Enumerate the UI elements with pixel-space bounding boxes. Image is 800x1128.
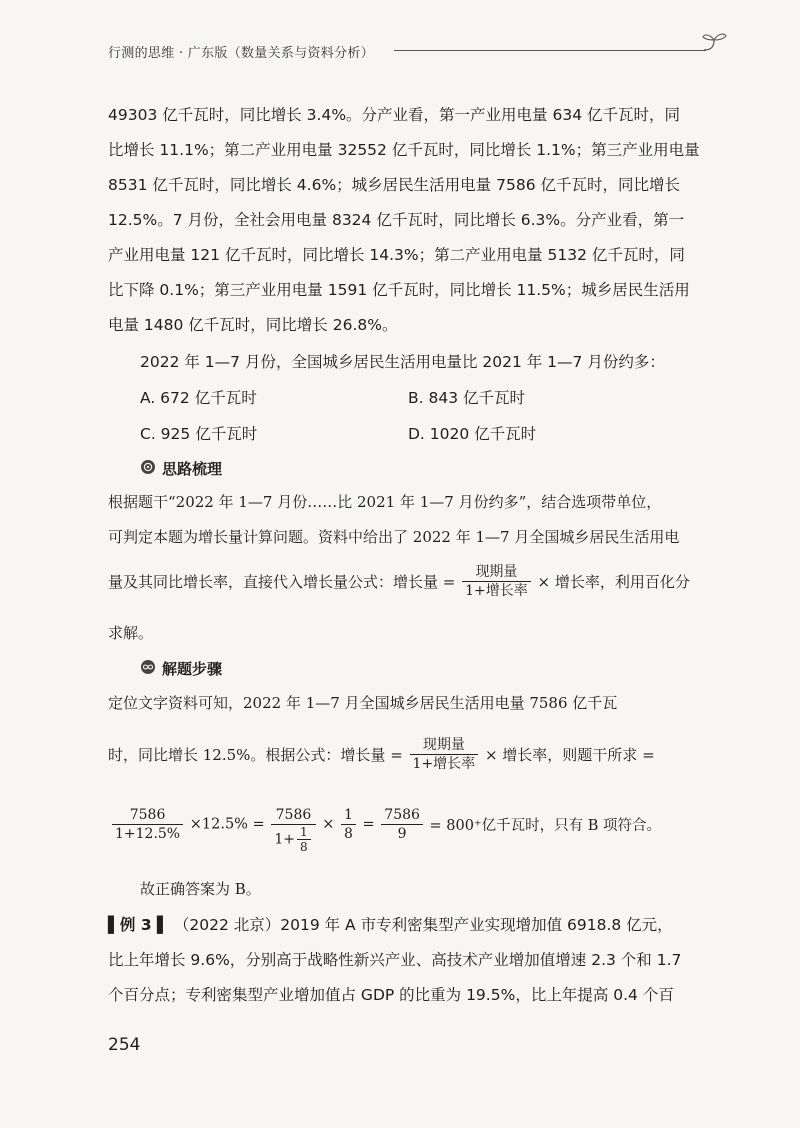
calc-fraction-1 <box>112 806 183 843</box>
calc-f2-den <box>271 825 315 854</box>
analysis-line-3-post: × 增长率，利用百化分 <box>537 573 690 591</box>
analysis-line-3 <box>108 563 708 600</box>
material-line-4: 12.5%。7 月份，全社会用电量 8324 亿千瓦时，同比增长 6.3%。分产业看，第一 <box>108 211 685 229</box>
example-line-1 <box>108 913 708 935</box>
running-header <box>108 38 718 64</box>
header-rule <box>394 50 706 51</box>
option-b: B. 843 亿千瓦时 <box>408 389 525 407</box>
conclusion: 故正确答案为 B。 <box>140 880 261 898</box>
growth-formula-fraction <box>462 563 531 600</box>
calc-f4-den: 9 <box>397 826 407 842</box>
calc-text-1: ×12.5% = <box>189 816 265 833</box>
calc-f2-den-den: 8 <box>299 840 308 854</box>
calc-f1-den: 1+12.5% <box>115 826 181 842</box>
example-line-3: 个百分点；专利密集型产业增加值占 GDP 的比重为 19.5%，比上年提高 0.4 个百 <box>108 986 674 1004</box>
fraction-denominator: 1+增长率 <box>412 756 476 772</box>
option-c: C. 925 亿千瓦时 <box>140 425 258 443</box>
running-header-title: 行测的思维 · 广东版（数量关系与资料分析） <box>108 46 374 61</box>
example-line-1-text: （2022 北京）2019 年 A 市专利密集型产业实现增加值 6918.8 亿元， <box>173 916 673 934</box>
calc-f2-num: 7586 <box>271 806 315 825</box>
calculation-line <box>110 806 710 854</box>
calc-f2-den-num: 1 <box>297 825 311 840</box>
calc-f2-den-fraction <box>297 825 311 854</box>
question-stem: 2022 年 1—7 月份，全国城乡居民生活用电量比 2021 年 1—7 月份约多： <box>140 353 665 371</box>
material-line-1: 49303 亿千瓦时，同比增长 3.4%。分产业看，第一产业用电量 634 亿千瓦时，同 <box>108 106 680 124</box>
calc-fraction-4 <box>381 806 423 843</box>
fraction-denominator: 1+增长率 <box>465 583 528 599</box>
calc-eq: = <box>362 816 375 833</box>
calc-times: × <box>322 816 335 833</box>
infinity-badge-icon <box>140 659 156 675</box>
solution-heading-text: 解题步骤 <box>162 660 223 678</box>
calc-f4-num: 7586 <box>381 806 423 825</box>
analysis-line-3-pre: 量及其同比增长率，直接代入增长量公式：增长量 = <box>108 573 456 591</box>
solution-line-2-post: × 增长率，则题干所求 = <box>484 746 655 764</box>
option-a: A. 672 亿千瓦时 <box>140 389 257 407</box>
option-d: D. 1020 亿千瓦时 <box>408 425 537 443</box>
material-line-5: 产业用电量 121 亿千瓦时，同比增长 14.3%；第二产业用电量 5132 亿千瓦时，同 <box>108 246 685 264</box>
analysis-heading-text: 思路梳理 <box>162 460 223 478</box>
solution-line-2-pre: 时，同比增长 12.5%。根据公式：增长量 = <box>108 746 403 764</box>
solution-line-1: 定位文字资料可知，2022 年 1—7 月全国城乡居民生活用电量 7586 亿千瓦 <box>108 694 618 712</box>
page-number: 254 <box>108 1035 141 1055</box>
material-line-7: 电量 1480 亿千瓦时，同比增长 26.8%。 <box>108 316 398 334</box>
analysis-line-4: 求解。 <box>108 624 154 642</box>
fraction-numerator: 现期量 <box>410 736 479 755</box>
fraction-numerator: 现期量 <box>462 563 531 582</box>
growth-formula-fraction-2 <box>410 736 479 773</box>
example-line-2: 比上年增长 9.6%，分别高于战略性新兴产业、高技术产业增加值增速 2.3 个和 1.7 <box>108 951 682 969</box>
analysis-line-2: 可判定本题为增长量计算问题。资料中给出了 2022 年 1—7 月全国城乡居民生活用电 <box>108 528 680 546</box>
material-line-2: 比增长 11.1%；第二产业用电量 32552 亿千瓦时，同比增长 1.1%；第三产业用电量 <box>108 141 700 159</box>
calc-fraction-2 <box>271 806 315 854</box>
material-line-6: 比下降 0.1%；第三产业用电量 1591 亿千瓦时，同比增长 11.5%；城乡居民生活用 <box>108 281 690 299</box>
sprout-icon <box>700 30 730 54</box>
solution-line-2 <box>108 736 708 773</box>
analysis-line-1: 根据题干“2022 年 1—7 月份……比 2021 年 1—7 月份约多”，结合选项带单位， <box>108 493 662 511</box>
calc-tail: = 800⁺亿千瓦时，只有 B 项符合。 <box>429 818 661 834</box>
calc-f2-den-pre: 1+ <box>274 831 295 848</box>
calc-f3-den: 8 <box>343 826 353 842</box>
calc-fraction-3 <box>341 806 356 843</box>
gear-icon <box>140 459 156 475</box>
example-label: ▌例 3 ▌ <box>108 916 169 934</box>
material-line-3: 8531 亿千瓦时，同比增长 4.6%；城乡居民生活用电量 7586 亿千瓦时，同比增长 <box>108 176 680 194</box>
calc-f3-num: 1 <box>341 806 356 825</box>
calc-f1-num: 7586 <box>112 806 183 825</box>
